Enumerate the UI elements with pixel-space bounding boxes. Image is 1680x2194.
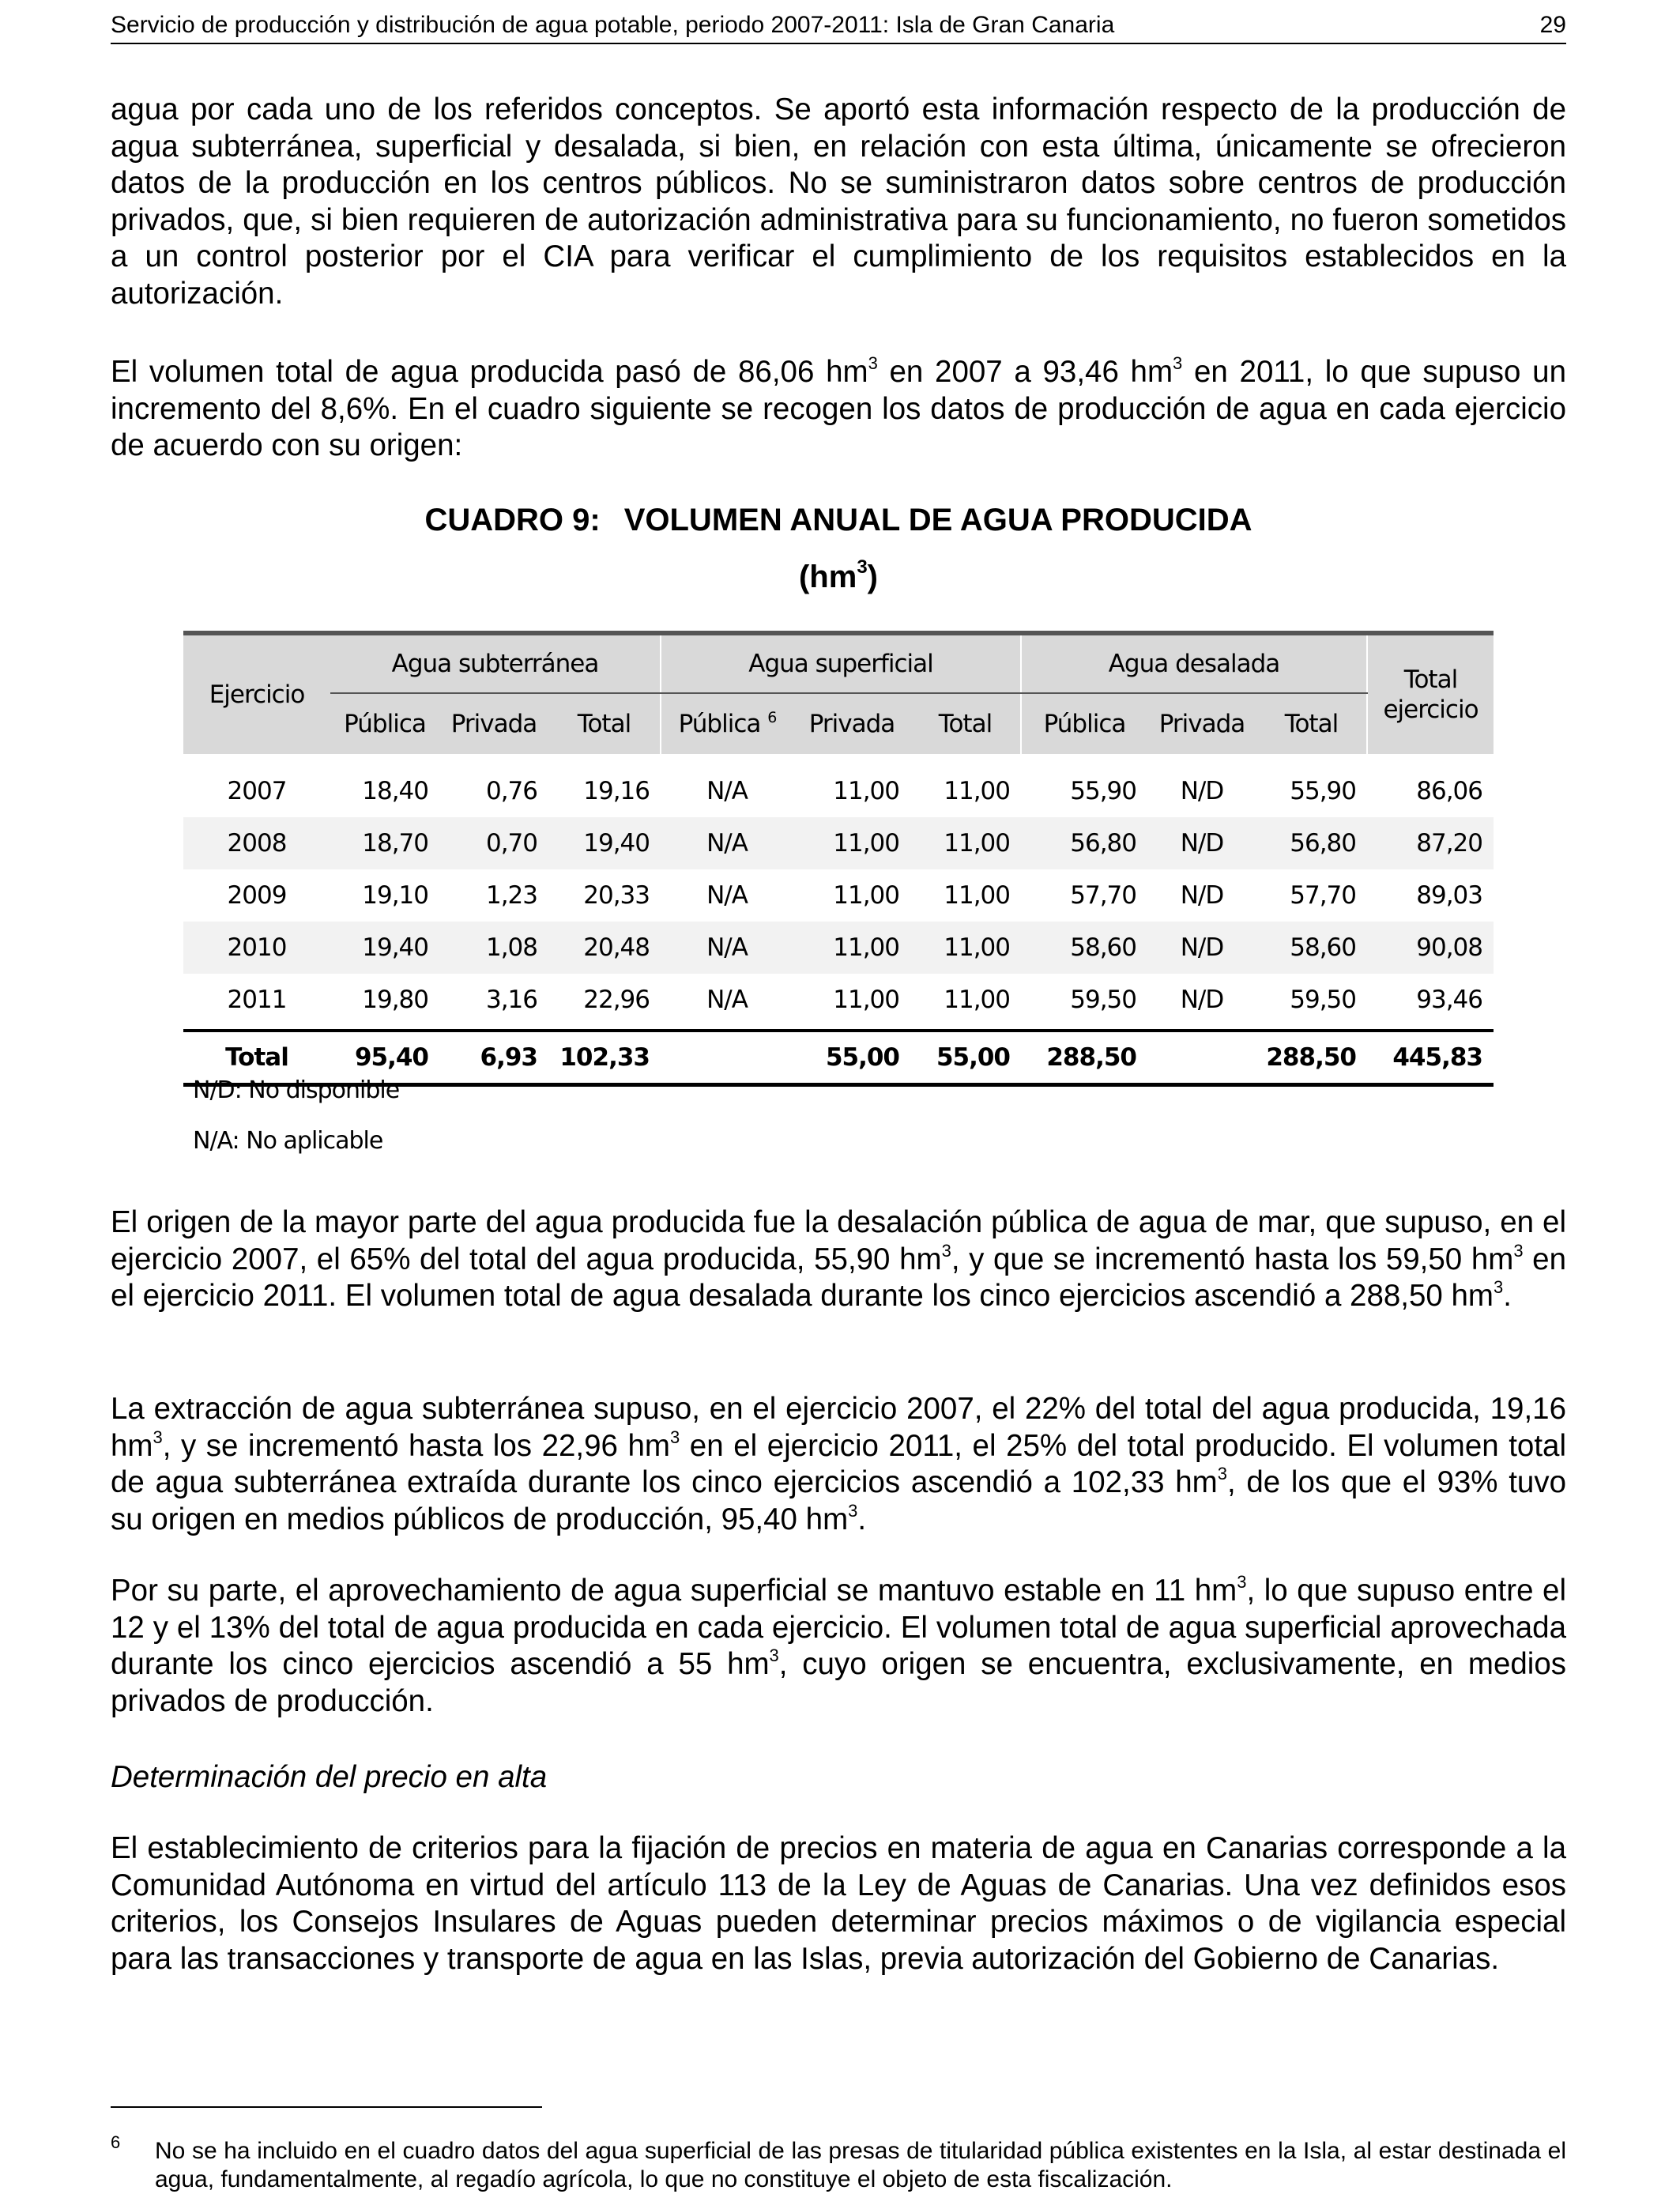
value-cell: 58,60 [1256,922,1367,974]
value-cell: 86,06 [1416,777,1482,805]
des-privada-header: Privada [1147,693,1256,754]
sup-privada-header: Privada [793,693,910,754]
value-cell: N/D [1180,986,1224,1014]
footnote-ref: 6 [767,709,777,726]
col-ejercicio-header: Ejercicio [183,633,330,754]
value-cell: 19,40 [330,922,439,974]
value-cell: 20,48 [548,922,661,974]
group-agua-subterranea: Agua subterránea [330,633,661,693]
section-heading: Determinación del precio en alta [111,1760,548,1794]
value-cell: 55,90 [1290,777,1356,805]
value-cell: 11,00 [793,817,910,869]
value-cell: N/D [1147,922,1256,974]
footnote-number: 6 [111,2132,121,2152]
value-cell: 11,00 [833,777,899,805]
paragraph-6: El establecimiento de criterios para la fijación de precios en materia de agua en Canarias corresponde a la Comunidad Autónoma en virtud del artículo 113 de la Ley de Aguas de Canarias. Una vez definidos esos criterios, los Consejos Insulares de Aguas pueden determinar precios máximos o de vigilancia especial para las transacciones y transporte de agua en las Islas, previa autorización del Gobierno de Canarias. [111,1831,1566,1976]
value-cell: 93,46 [1416,986,1482,1014]
value-cell: 11,00 [910,922,1021,974]
total-value-cell: 6,93 [439,1031,548,1085]
group-agua-superficial: Agua superficial [661,633,1021,693]
table-header-row-1 [183,633,1494,693]
value-cell: N/D [1180,777,1224,805]
sub-publica-header: Pública [330,693,439,754]
group-agua-desalada: Agua desalada [1021,633,1367,693]
header-title: Servicio de producción y distribución de agua potable, periodo 2007-2011: Isla de Gran Canaria [111,12,1115,38]
col-total-ejercicio-header: Total ejercicio [1367,633,1494,754]
total-value-cell: 288,50 [1021,1031,1147,1085]
paragraph-3: El origen de la mayor parte del agua producida fue la desalación pública de agua de mar, que supuso, en el ejercicio 2007, el 65% del total del agua producida, 55,90 $hm^3$, y que se incrementó hasta los 59,50 $hm^3$ en el ejercicio 2011. El volumen total de agua desalada durante los cinco ejercicios ascendió a 288,50 $hm^3$. [111,1205,1567,1313]
value-cell: 87,20 [1367,817,1494,869]
caption-unit: $(hm^3)$ [798,556,878,594]
page-number: 29 [1539,12,1566,38]
value-cell: 19,40 [548,817,661,869]
sup-total-header: Total [910,693,1021,754]
value-cell: 19,80 [362,986,428,1014]
note-na: N/A: No aplicable [193,1127,383,1155]
year-cell: 2011 [227,986,287,1014]
value-cell: 11,00 [944,777,1010,805]
table-row [183,757,1494,817]
paragraph-2: El volumen total de agua producida pasó de 86,06 $hm^3$ en 2007 a 93,46 $hm^3$ en 2011, lo que supuso un incremento del 8,6%. En el cuadro siguiente se recogen los datos de producción de agua en cada ejercicio de acuerdo con su origen: [111,353,1566,462]
value-cell: N/A [706,881,748,910]
total-value-cell [1147,1031,1256,1085]
production-table-wrapper [183,631,1494,1087]
value-cell: 3,16 [485,986,537,1014]
year-cell: 2007 [227,777,287,805]
value-cell: 19,16 [583,777,650,805]
value-cell: 11,00 [910,817,1021,869]
value-cell: N/A [661,817,793,869]
total-value-cell: 445,83 [1367,1031,1494,1085]
total-value-cell: 288,50 [1256,1031,1367,1085]
page-header [111,11,1566,44]
value-cell: N/D [1147,817,1256,869]
value-cell: 1,08 [439,922,548,974]
note-nd: N/D: No disponible [193,1076,400,1104]
year-cell: 2008 [183,817,330,869]
value-cell: 89,03 [1416,881,1482,910]
footnote-text: No se ha incluido en el cuadro datos del agua superficial de las presas de titularidad pública existentes en la Isla, al estar destinada el agua, fundamentalmente, al regadío agrícola, lo que no constituye el objeto de esta fiscalización. [155,2138,1566,2192]
value-cell: 18,70 [330,817,439,869]
value-cell: 56,80 [1021,817,1147,869]
total-value-cell [661,1031,793,1085]
value-cell: 57,70 [1070,881,1136,910]
paragraph-4: La extracción de agua subterránea supuso, en el ejercicio 2007, el 22% del total del agua producida, 19,16 $hm^3$, y se incrementó hasta los 22,96 $hm^3$ en el ejercicio 2011, el 25% del total producido. El volumen total de agua subterránea extraída durante los cinco ejercicios ascendió a 102,33 $hm^3$, de los que el 93% tuvo su origen en medios públicos de producción, 95,40 $hm^3$. [111,1392,1566,1536]
value-cell: 22,96 [583,986,650,1014]
value-cell: 0,70 [439,817,548,869]
value-cell: 11,00 [833,986,899,1014]
sup-publica-header: Pública $^6$ [661,693,793,754]
des-publica-header: Pública [1021,693,1147,754]
value-cell: 0,76 [485,777,537,805]
total-value-cell: 102,33 [548,1031,661,1085]
total-value-cell: 55,00 [910,1031,1021,1085]
table-row [183,974,1494,1026]
value-cell: N/D [1180,881,1224,910]
value-cell: 11,00 [833,881,899,910]
value-cell: N/A [706,986,748,1014]
value-cell: 59,50 [1290,986,1356,1014]
caption-title: VOLUMEN ANUAL DE AGUA PRODUCIDA [623,503,1252,537]
value-cell: N/A [661,922,793,974]
value-cell: 19,10 [362,881,428,910]
value-cell: 11,00 [944,986,1010,1014]
value-cell: 58,60 [1021,922,1147,974]
table-row [183,869,1494,922]
paragraph-5: Por su parte, el aprovechamiento de agua superficial se mantuvo estable en 11 $hm^3$, lo que supuso entre el 12 y el 13% del total de agua producida en cada ejercicio. El volumen total de agua superficial aprovechada durante los cinco ejercicios ascendió a 55 $hm^3$, cuyo origen se encuentra, exclusivamente, en medios privados de producción. [111,1572,1567,1718]
value-cell: 90,08 [1367,922,1494,974]
value-cell: N/A [706,777,748,805]
year-cell: 2010 [183,922,330,974]
production-table [183,631,1494,1087]
paragraph-1: agua por cada uno de los referidos conceptos. Se aportó esta información respecto de la producción de agua subterránea, superficial y desalada, si bien, en relación con esta última, únicamente se ofrecieron datos de la producción en los centros públicos. No se suministraron datos sobre centros de producción privados, que, si bien requieren de autorización administrativa para su funcionamiento, no fueron sometidos a un control posterior por el CIA para verificar el cumplimiento de los requisitos establecidos en la autorización. [111,92,1566,311]
value-cell: 56,80 [1256,817,1367,869]
footnote-rule [111,2106,542,2108]
sub-total-header: Total [548,693,661,754]
value-cell: 11,00 [793,922,910,974]
table-row [183,817,1494,869]
caption-label: CUADRO 9: [424,503,601,537]
value-cell: 1,23 [485,881,537,910]
year-cell: 2009 [227,881,287,910]
value-cell: 20,33 [583,881,650,910]
value-cell: 11,00 [944,881,1010,910]
value-cell: 57,70 [1290,881,1356,910]
sub-privada-header: Privada [439,693,548,754]
value-cell: 18,40 [362,777,428,805]
total-label-cell: Total [183,1031,330,1085]
table-header-row-2 [183,693,1494,754]
des-total-header: Total [1256,693,1367,754]
value-cell: 55,90 [1070,777,1136,805]
table-row [183,922,1494,974]
total-value-cell: 95,40 [330,1031,439,1085]
value-cell: 59,50 [1070,986,1136,1014]
total-value-cell: 55,00 [793,1031,910,1085]
table-caption [111,501,1566,539]
